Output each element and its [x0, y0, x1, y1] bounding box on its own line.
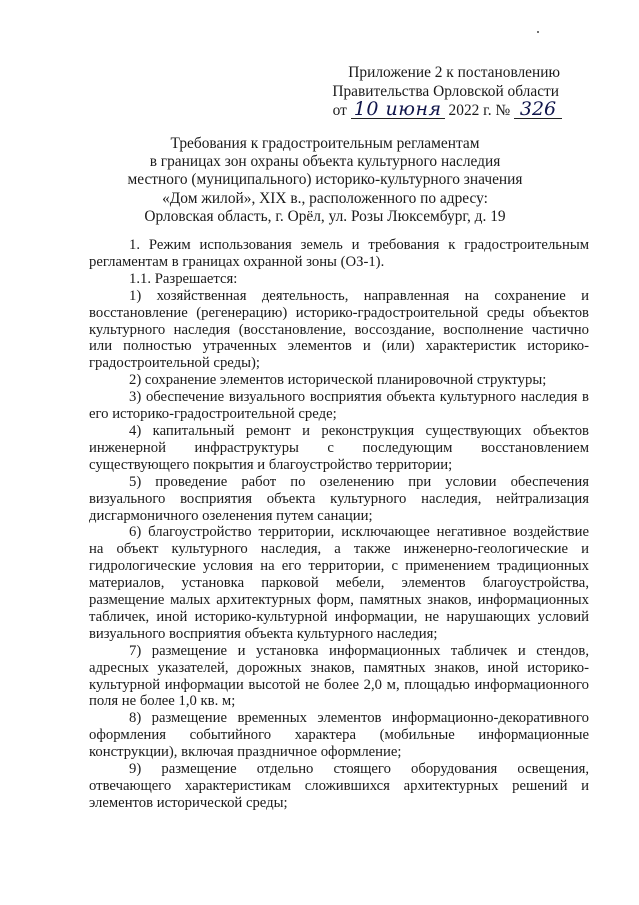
title-line-4: «Дом жилой», XIX в., расположенного по адресу: — [162, 189, 488, 207]
list-item-4: 4) капитальный ремонт и реконструкция существующих объектов инженерной инфраструктуры с последующим восстановлением существующего покрытия и благоустройство территории; — [89, 422, 589, 473]
appendix-block — [332, 64, 562, 121]
title-line-2: в границах зон охраны объекта культурного наследия — [149, 153, 501, 171]
subsection-1-1-heading: 1.1. Разрешается: — [129, 270, 238, 287]
list-item-9: 9) размещение отдельно стоящего оборудования освещения, отвечающего характеристикам сложившихся архитектурных решений и элементов исторической среды; — [89, 761, 589, 811]
scan-speck — [537, 31, 539, 33]
list-item-7: 7) размещение и установка информационных табличек и стендов, адресных указателей, дорожных знаков, памятных знаков, иной историко-культурной информации высотой не более 2,0 м, площадью информационного поля не более 1,0 кв. м; — [89, 642, 589, 710]
list-item-2: 2) сохранение элементов исторической планировочной структуры; — [129, 372, 547, 389]
document-body — [89, 237, 589, 812]
appendix-date-line — [332, 98, 562, 121]
list-item-3: 3) обеспечение визуального восприятия объекта культурного наследия в его историко-градостроительной среде; — [89, 389, 589, 423]
list-item-8: 8) размещение временных элементов информационно-декоративного оформления событийного характера (мобильные информационные конструкции), включая праздничное оформление; — [89, 710, 589, 761]
handwritten-date: 10 июня — [351, 101, 445, 119]
appendix-line-1: Приложение 2 к постановлению — [348, 64, 560, 81]
list-item-1: 1) хозяйственная деятельность, направленная на сохранение и восстановление (регенерацию) историко-градостроительной среды объектов культурного наследия (восстановление, воссоздание, восполнение частично или полностью утраченных элементов и (или) характеристик историко-градостроительной среды); — [89, 287, 589, 372]
handwritten-number: 326 — [514, 101, 562, 119]
list-item-5: 5) проведение работ по озеленению при условии обеспечения визуального восприятия объекта культурного наследия, нейтрализация дисгармоничного озеленения путем санации; — [89, 473, 589, 524]
title-line-3: местного (муниципального) историко-культурного значения — [127, 171, 523, 189]
title-line-5: Орловская область, г. Орёл, ул. Розы Люксембург, д. 19 — [144, 207, 506, 225]
date-prefix: от — [332, 102, 347, 119]
year-number-label: 2022 г. № — [448, 102, 511, 119]
title-line-1: Требования к градостроительным регламентам — [170, 135, 480, 152]
appendix-line-2: Правительства Орловской области — [332, 82, 559, 100]
section-1-heading: 1. Режим использования земель и требования к градостроительным регламентам в границах охранной зоны (ОЗ-1). — [89, 237, 589, 270]
list-item-6: 6) благоустройство территории, исключающее негативное воздействие на объект культурного наследия, а также инженерно-геологические и гидрологические условия на его территории, с применением традиционных материалов, установка парковой мебели, элементов благоустройства, размещение малых архитектурных форм, памятных знаков, информационных табличек, иной историко-культурной информации, не нарушающих условий визуального восприятия объекта культурного наследия; — [89, 524, 589, 642]
document-title — [60, 135, 590, 226]
